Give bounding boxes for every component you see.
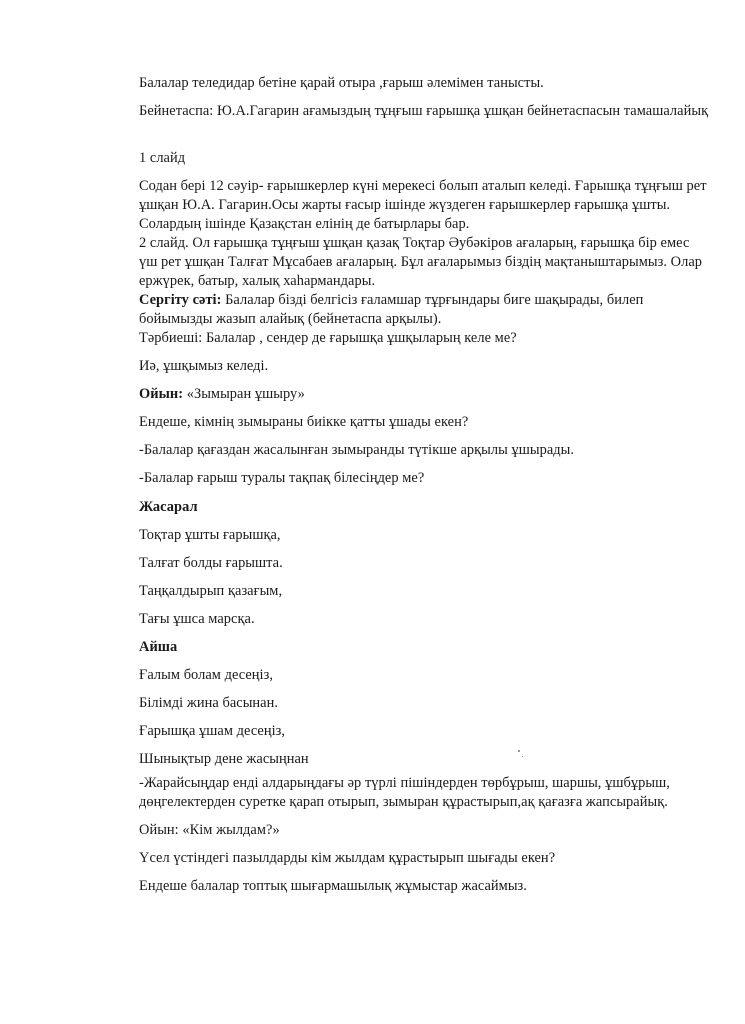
- poem-line: Тағы ұшса марсқа.: [139, 611, 255, 627]
- poem-line: Таңқалдырып қазағым,: [139, 583, 283, 599]
- poem-line: Тоқтар ұшты ғарышқа,: [139, 527, 281, 543]
- poem-line: Талғат болды ғарышта.: [139, 555, 283, 571]
- poem-author-aisha: Айша: [139, 639, 178, 655]
- paragraph-game-rocket: [139, 385, 709, 404]
- paragraph-whose-rocket: Ендеше, кімнің зымыраны биікке қатты ұшады екен?: [139, 414, 469, 430]
- break-time-text: Балалар бізді белгісіз ғаламшар тұрғындары биге шақырады, билеп бойымызды жазып алайық (бейнетаспа арқылы).: [139, 292, 644, 327]
- game-title: «Зымыран ұшыру»: [183, 386, 305, 402]
- poem-line: Білімді жина басынан.: [139, 695, 278, 711]
- paragraph-poem-question: -Балалар ғарыш туралы тақпақ білесіңдер ме?: [139, 470, 425, 486]
- paragraph-game-who-fast: Ойын: «Кім жылдам?»: [139, 822, 280, 838]
- poem-author-zhasaral: Жасарал: [139, 499, 198, 515]
- paragraph-paper-rocket: -Балалар қағаздан жасалынған зымыранды түтікше арқылы ұшырады.: [139, 442, 575, 458]
- paragraph-break-time: [139, 291, 709, 329]
- break-time-label: Сергіту сәті:: [139, 292, 222, 308]
- poem-line: Шынықтыр дене жасыңнан: [139, 751, 309, 767]
- poem-line: Ғарышқа ұшам десеңіз,: [139, 723, 286, 739]
- paragraph-children-answer: Иә, ұшқымыз келеді.: [139, 358, 269, 374]
- paragraph-gagarin: Содан бері 12 сәуір- ғарышкерлер күні мерекесі болып аталып келеді. Ғарышқа тұңғыш рет ұшқан Ю.А. Гагарин.Осы жарты ғасыр ішінде жүздеген ғарышкерлер ғарышқа ұшты. Солардың ішінде Қазақстан елінің де батырлары бар.: [139, 178, 707, 232]
- paragraph-slide-1: 1 слайд: [139, 150, 186, 166]
- paragraph-slide-2: 2 слайд. Ол ғарышқа тұңғыш ұшқан қазақ Тоқтар Әубәкіров ағаларың, ғарышқа бір емес үш рет ұшқан Талғат Мұсабаев ағаларың. Бұл ағаларымыз біздің мақтаныштарымыз. Олар ержүрек, батыр, халық хаһармандары.: [139, 235, 703, 289]
- paragraph-video: Бейнетаспа: Ю.А.Гагарин ағамыздың тұңғыш ғарышқа ұшқан бейнетаспасын тамашалайық: [139, 103, 709, 119]
- scan-speck: [522, 756, 523, 757]
- paragraph-shapes-task: -Жарайсыңдар енді алдарыңдағы әр түрлі пішіндерден төрбұрыш, шаршы, ұшбұрыш, дөңгелектерден суретке қарап отырып, зымыран құрастырып,ақ қағазға жапсырайық.: [139, 775, 670, 810]
- paragraph-intro: Балалар теледидар бетіне қарай отыра ,ғарыш әлемімен танысты.: [139, 75, 544, 91]
- paragraph-puzzles: Үсел үстіндегі пазылдарды кім жылдам құрастырып шығады екен?: [139, 850, 556, 866]
- scan-speck: [518, 750, 520, 752]
- poem-line: Ғалым болам десеңіз,: [139, 667, 273, 683]
- paragraph-teacher-question: Тәрбиеші: Балалар , сендер де ғарышқа ұшқыларың келе ме?: [139, 330, 517, 346]
- paragraph-group-work: Ендеше балалар топтық шығармашылық жұмыстар жасаймыз.: [139, 878, 527, 894]
- game-label: Ойын:: [139, 386, 184, 402]
